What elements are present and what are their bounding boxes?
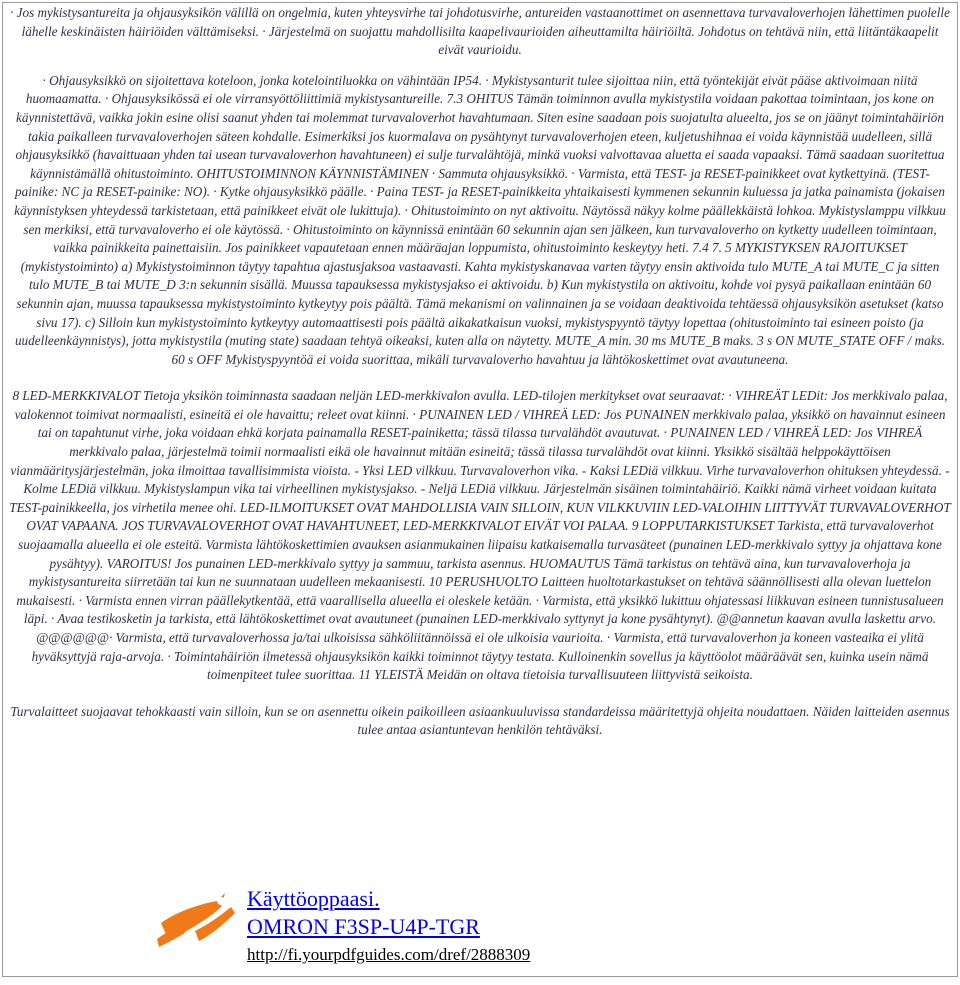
manual-link[interactable]: Käyttöoppaasi. (247, 886, 380, 911)
paragraph-leds-maintenance: 8 LED-MERKKIVALOT Tietoja yksikön toiminnasta saadaan neljän LED-merkkivalon avulla. LED-tilojen merkitykset ovat seuraavat: · VIHREÄT LEDit: Jos merkkivalo palaa, valokennot toimivat normaalisti, esineitä ei ole havaittu; releet ovat kiinni. · PUNAINEN LED / VIHREÄ LED: Jos PUNAINEN merkkivalo palaa, yksikkö on havainnut esineen tai on tapahtunut virhe, joka voidaan ehkä korjata painamalla RESET-painiketta; tässä tilassa turvalähdöt avautuvat. · PUNAINEN LED / VIHREÄ LED: Jos VIHREÄ merkkivalo palaa, järjestelmä toimii normaalisti eikä ole havainnut mitään esineitä; tässä tilassa turvalähdöt ovat kiinni. Yksikkö sisältää helppokäyttöisen vianmääritysjärjestelmän, joka ilmoittaa tavallisimmista vioista. - Yksi LED vilkkuu. Turvavaloverhon vika. - Kaksi LEDiä vilkkuu. Virhe turvavaloverhon ohituksen yhteydessä. - Kolme LEDiä vilkkuu. Mykistyslampun vika tai virheellinen mykistysjakso. - Neljä LEDiä vilkkuu. Järjestelmän sisäinen toimintahäiriö. Kaikki nämä virheet voidaan kuitata TEST-painikkeella, jos virhetila menee ohi. LED-ILMOITUKSET OVAT MAHDOLLISIA VAIN SILLOIN, KUN VILKKUVIIN LED-VALOIHIN LIITTYVÄT TURVAVALOVERHOT OVAT VAPAANA. JOS TURVAVALOVERHOT OVAT HAVAHTUNEET, LED-MERKKIVALOT EIVÄT VOI PALAA. 9 LOPPUTARKISTUKSET Tarkista, että turvavaloverhot suojaamalla alueella ei ole esteitä. Varmista lähtökoskettimien avauksen asianmukainen liipaisu katkaisemalla turvasäteet (punainen LED-merkkivalo syttyy ja ohjattava kone pysähtyy). VAROITUS! Jos punainen LED-merkkivalo syttyy ja sammuu, tarkista asennus. HUOMAUTUS Tämä tarkistus on tehtävä aina, kun turvavaloverhoja ja mykistysantureita siirretään tai kun ne suunnataan uudelleen mekaanisesti. 10 PERUSHUOLTO Laitteen huoltotarkastukset on tehtävä säännöllisesti alla olevan luettelon mukaisesti. · Varmista ennen virran päällekytkentää, että vaarallisella alueella ei oleskele ketään. · Varmista, että yksikkö lukittuu ohjatessasi liikkuvan esineen tunnistusalueen läpi. · Avaa testikosketin ja tarkista, että lähtökoskettimet ovat avautuneet (punainen LED-merkkivalo syttynyt ja kone pysähtynyt). @@annetun kaavan avulla laskettu arvo. @@@@@@· Varmista, että turvavaloverhossa ja/tai ulkoisissa sähköliitännöissä ei ole ulkoisia vaurioita. · Varmista, että turvavaloverhon ja koneen vasteaika ei ylitä hyväksyttyjä raja-arvoja. · Toimintahäiriön ilmetessä ohjausyksikön kaikki toiminnot täytyy testata. Kulloinenkin sovellus ja käyttöolot määräävät sen, kuinka usein nämä toimenpiteet tulee suorittaa. 11 YLEISTÄ Meidän on oltava tietoisia turvallisuuteen liittyvistä seikoista. (9, 388, 951, 683)
product-link[interactable]: OMRON F3SP-U4P-TGR (247, 914, 480, 939)
url-link[interactable]: http://fi.yourpdfguides.com/dref/2888309 (247, 945, 531, 964)
paragraph-installation: · Jos mykistysantureita ja ohjausyksikön välillä on ongelmia, kuten yhteysvirhe tai johdotusvirhe, antureiden vastaanottimet on asennettava turvavaloverhojen lähettimen puolelle lähelle keskinäisten häiriöiden välttämiseksi. · Järjestelmä on suojattu mahdollisilta kaapelivaurioiden aiheuttamilta häiriöiltä. Johdotus on tehtävä niin, että liitäntäkaapelit eivät vaurioidu. (10, 5, 950, 58)
document-page (2, 2, 958, 977)
footer-links (3, 883, 957, 973)
rocket-logo-icon (155, 883, 239, 955)
footer-link-list (247, 885, 530, 967)
paragraph-bypass-muting: · Ohjausyksikkö on sijoitettava koteloon, jonka kotelointiluokka on vähintään IP54. · Mykistysanturit tulee sijoittaa niin, että työntekijät eivät pääse aktivoimaan niitä huomaamatta. · Ohjausyksikössä ei ole virransyöttöliittimiä mykistysantureille. 7.3 OHITUS Tämän toiminnon avulla mykistystila voidaan pakottaa toimintaan, jos kone on käynnistettävä, vaikka jokin esine olisi saanut yhden tai molemmat turvavaloverhot havahtumaan. Siten esine saadaan pois suojatulta alueelta, jos se on jäänyt toimintahäiriön takia paikalleen turvavaloverhojen säteen kohdalle. Esimerkiksi jos kuormalava on pysähtynyt turvavaloverhojen eteen, kuljetushihnaa ei voida käynnistää uudelleen, sillä ohjausyksikkö (havaittuaan yhden tai usean turvavaloverhon havahtuneen) ei sulje turvalähtöjä, minkä vuoksi valvottavaa aluetta ei saada vapaaksi. Tämä saadaan suoritettua käynnistämällä ohitustoiminto. OHITUSTOIMINNON KÄYNNISTÄMINEN · Sammuta ohjausyksikkö. · Varmista, että TEST- ja RESET-painikkeet ovat kytkettyinä. (TEST-painike: NC ja RESET-painike: NO). · Kytke ohjausyksikkö päälle. · Paina TEST- ja RESET-painikkeita yhtaikaisesti kymmenen sekunnin kuluessa ja jatka painamista (jokaisen käynnistyksen yhteydessä tarkistetaan, että painikkeet eivät ole lukittuja). · Ohitustoiminto on nyt aktivoitu. Näytössä näkyy kolme päällekkäistä lohkoa. Mykistyslamppu vilkkuu sen merkiksi, että turvavaloverho ei ole käytössä. · Ohitustoiminto on käynnissä enintään 60 sekunnin ajan sen jälkeen, kun turvavaloverho on kytketty uudelleen toimintaan, vaikka painikkeita painettaisiin. Jos painikkeet vapautetaan ennen määräajan loppumista, ohitustoiminto keskeytyy heti. 7.4 7. 5 MYKISTYKSEN RAJOITUKSET (mykistystoiminto) a) Mykistystoiminnon täytyy tapahtua ajastusjaksoa vastaavasti. Kahta mykistyskanavaa varten täytyy ensin aktivoida tulo MUTE_A tai MUTE_C ja sitten tulo MUTE_B tai MUTE_D 3:n sekunnin sisällä. Muussa tapauksessa mykistysjakso ei aktivoidu. b) Kun mykistystila on aktivoitu, kohde voi pysyä paikallaan enintään 60 sekunnin ajan, muussa tapauksessa mykistystoiminto kytkeytyy pois päältä. Tämä mekanismi on valinnainen ja se voidaan deaktivoida tehtäessä ohjausyksikön asetukset (katso sivu 17). c) Silloin kun mykistystoiminto kytkeytyy automaattisesti pois päältä aikakatkaisun vuoksi, mykistyspyyntö täytyy lopettaa (ohitustoiminto tai esineen poisto (ja uudelleenkäynnistys), jotta mykistystila (muting state) saadaan tehtyä oikeaksi, kuten alla on näytetty. MUTE_A min. 30 ms MUTE_B maks. 3 s ON MUTE_STATE OFF / maks. 60 s OFF Mykistyspyyntöä ei voida suorittaa, mikäli turvavaloverho havahtuu ja lähtökoskettimet ovat avautuneena. (14, 72, 946, 367)
paragraph-general: Turvalaitteet suojaavat tehokkaasti vain silloin, kun se on asennettu oikein paikoilleen asiaankuuluvissa standardeissa määritettyjä ohjeita noudattaen. Näiden laitteiden asennus tulee antaa asiantuntevan henkilön tehtäväksi. (10, 703, 950, 738)
